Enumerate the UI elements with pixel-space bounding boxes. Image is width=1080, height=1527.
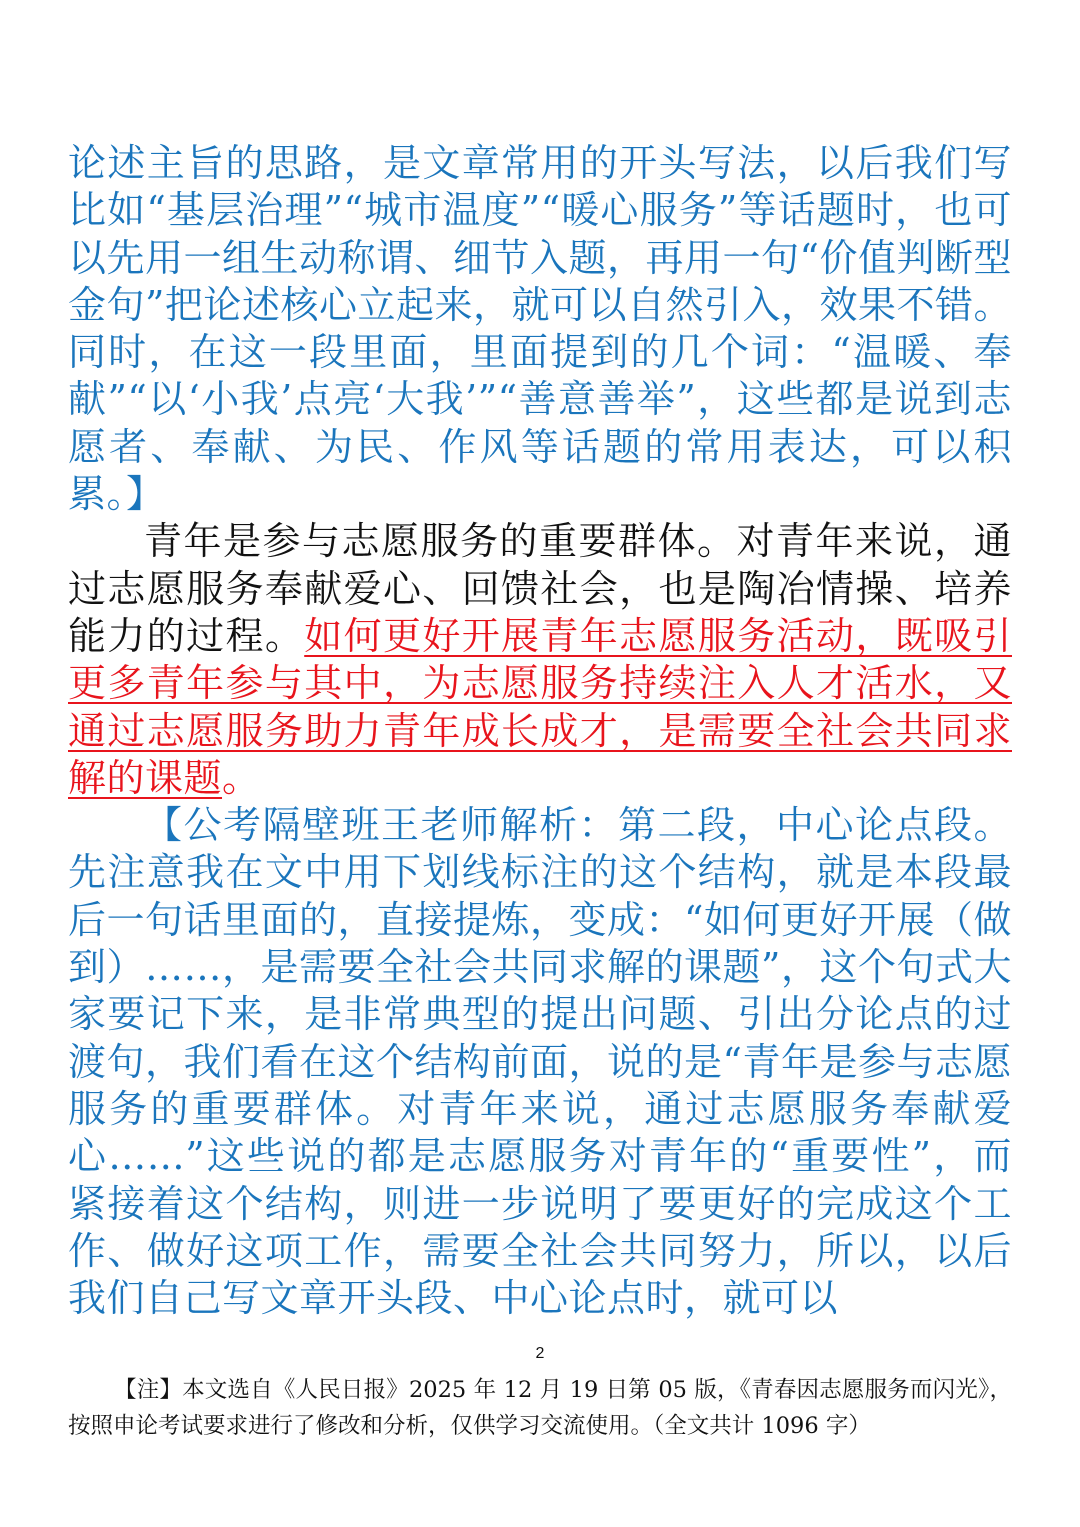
document-page: [68, 140, 1012, 1322]
article-text: 青年是参与志愿服务的重要群体。对青年来说，通过志愿服务奉献爱心、回馈社会，也是陶冶情操、培养能力的过程。: [68, 519, 1012, 658]
article-paragraph-2: [68, 518, 1012, 802]
underlined-key-sentence: 如何更好开展青年志愿服务活动，既吸引更多青年参与其中，为志愿服务持续注入人才活水，又通过志愿服务助力青年成长成才，是需要全社会共同求解的课题: [68, 613, 1012, 800]
analysis-paragraph-continued: 论述主旨的思路，是文章常用的开头写法，以后我们写比如“基层治理”“城市温度”“暖心服务”等话题时，也可以先用一组生动称谓、细节入题，再用一句“价值判断型金句”把论述核心立起来，就可以自然引入，效果不错。同时，在这一段里面，里面提到的几个词：“温暖、奉献”“以‘小我’点亮‘大我’”“善意善举”，这些都是说到志愿者、奉献、为民、作风等话题的常用表达，可以积累。】: [68, 141, 1012, 517]
page-number: 2: [535, 1345, 545, 1362]
sentence-end-mark: 。: [222, 755, 261, 800]
footnote: 【注】本文选自《人民日报》2025 年 12 月 19 日第 05 版，《青春因志愿服务而闪光》，按照申论考试要求进行了修改和分析，仅供学习交流使用。（全文共计 1096 字）: [68, 1377, 1012, 1439]
analysis-paragraph-2: 【公考隔壁班王老师解析：第二段，中心论点段。先注意我在文中用下划线标注的这个结构，就是本段最后一句话里面的，直接提炼，变成：“如何更好开展（做到）……，是需要全社会共同求解的课题”，这个句式大家要记下来，是非常典型的提出问题、引出分论点的过渡句，我们看在这个结构前面，说的是“青年是参与志愿服务的重要群体。对青年来说，通过志愿服务奉献爱心……”这些说的都是志愿服务对青年的“重要性”，而紧接着这个结构，则进一步说明了要更好的完成这个工作、做好这项工作，需要全社会共同努力，所以，以后我们自己写文章开头段、中心论点时，就可以: [68, 803, 1012, 1321]
